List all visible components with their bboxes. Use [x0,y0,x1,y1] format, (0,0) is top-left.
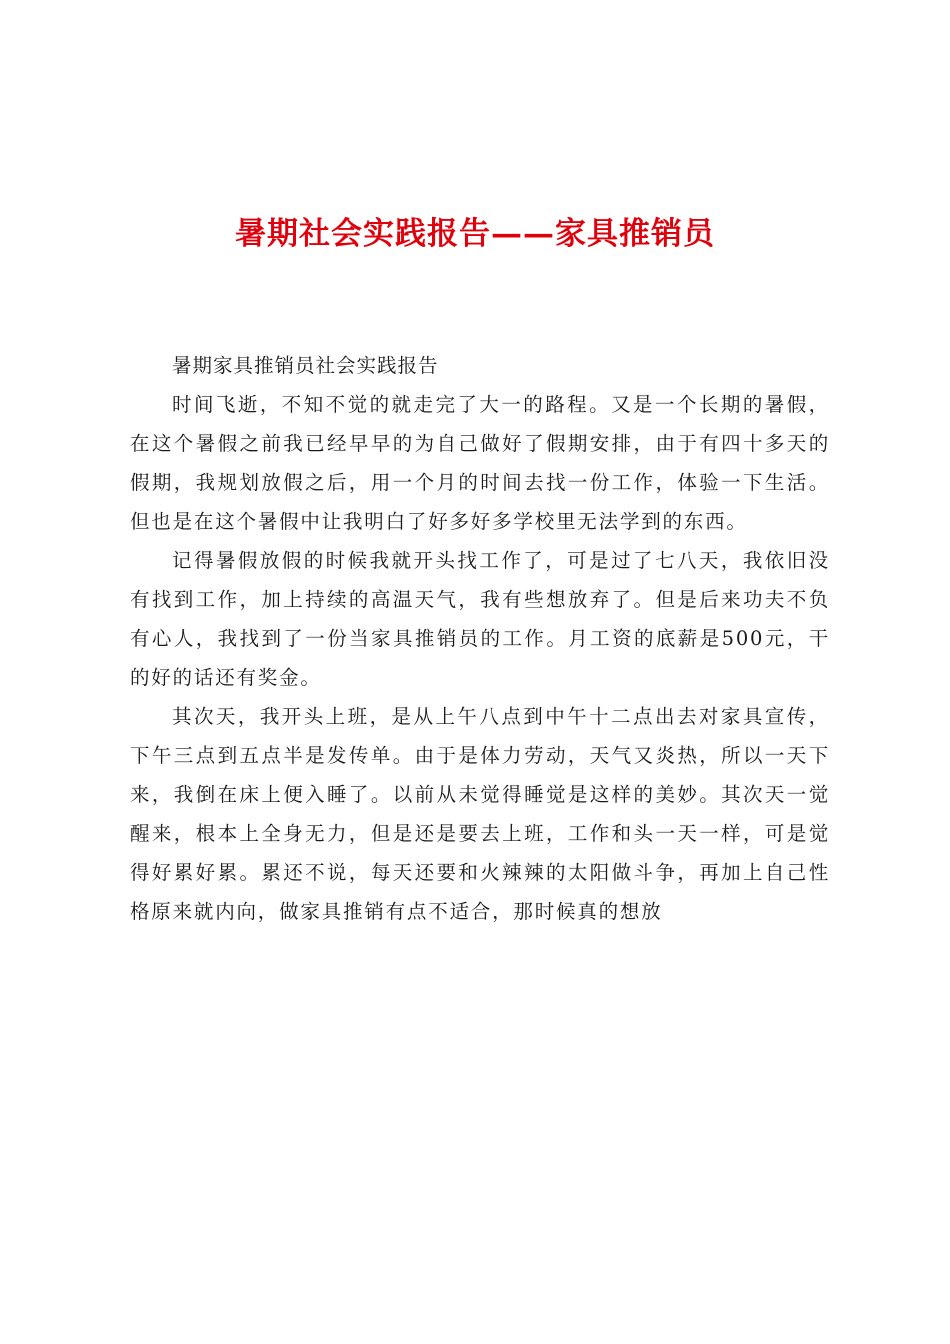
document-title: 暑期社会实践报告——家具推销员 [235,216,715,252]
document-body [130,346,830,931]
document-subtitle: 暑期家具推销员社会实践报告 [172,354,439,377]
paragraph-2: 记得暑假放假的时候我就开头找工作了，可是过了七八天，我依旧没有找到工作，加上持续的高温天气，我有些想放弃了。但是后来功夫不负有心人，我找到了一份当家具推销员的工作。月工资的底薪是500元，干的好的话还有奖金。 [130,549,830,689]
paragraph-3: 其次天，我开头上班，是从上午八点到中午十二点出去对家具宣传，下午三点到五点半是发传单。由于是体力劳动，天气又炎热，所以一天下来，我倒在床上便入睡了。以前从未觉得睡觉是这样的美妙。其次天一觉醒来，根本上全身无力，但是还是要去上班，工作和头一天一样，可是觉得好累好累。累还不说，每天还要和火辣辣的太阳做斗争，再加上自己性格原来就内向，做家具推销有点不适合，那时候真的想放 [130,705,830,923]
paragraph-1: 时间飞逝，不知不觉的就走完了大一的路程。又是一个长期的暑假，在这个暑假之前我已经早早的为自己做好了假期安排，由于有四十多天的假期，我规划放假之后，用一个月的时间去找一份工作，体验一下生活。但也是在这个暑假中让我明白了好多好多学校里无法学到的东西。 [130,393,830,533]
